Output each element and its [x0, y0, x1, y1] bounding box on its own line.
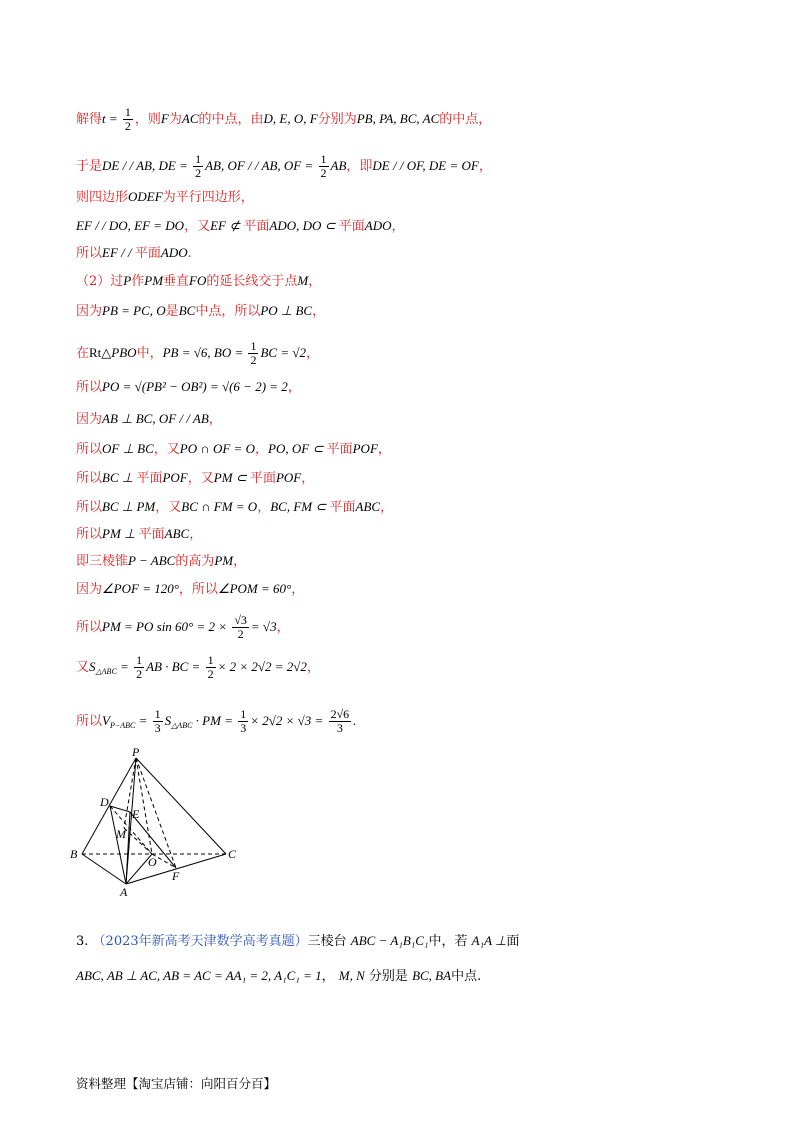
solution-text-run: 中点，所以 — [195, 304, 261, 319]
math-expression: AB — [330, 158, 347, 173]
math-expression: AB · BC = — [146, 659, 204, 674]
math-expression: PO, OF ⊂ — [268, 441, 327, 456]
solution-line — [76, 378, 301, 397]
solution-text-run: 平面 — [136, 471, 163, 486]
math-expression: AC — [181, 111, 199, 126]
solution-text-run: 解得 — [76, 112, 103, 127]
problem3-text: 中点. — [451, 969, 482, 984]
problem3-math: BC, BA — [412, 968, 452, 983]
solution-line — [76, 654, 320, 681]
solution-text-run: 平面 — [329, 500, 356, 515]
label-P: P — [132, 748, 140, 759]
solution-line — [76, 272, 321, 291]
solution-line — [76, 552, 246, 571]
math-expression: M — [297, 273, 309, 288]
solution-text-run: 为平行四边形， — [162, 190, 254, 205]
math-expression: BC, FM ⊂ — [270, 499, 330, 514]
fraction — [319, 153, 329, 180]
solution-text-run: 于是 — [76, 159, 103, 174]
math-expression: BC — [178, 303, 196, 318]
math-expression: PB = √6, BO = — [162, 345, 247, 360]
math-expression: ADO — [160, 245, 188, 260]
solution-text-run: 所以 — [76, 500, 103, 515]
solution-text-run: 所以 — [76, 714, 103, 729]
solution-text-run: 所以 — [76, 442, 103, 457]
fraction-numerator: 1 — [136, 653, 143, 667]
fraction-numerator: 1 — [240, 707, 247, 721]
math-expression: PBO — [111, 345, 137, 360]
solution-text-run: 平面 — [243, 219, 270, 234]
math-expression: DE / / AB, DE = — [102, 158, 192, 173]
math-expression: S — [89, 659, 96, 674]
math-expression: F — [160, 111, 169, 126]
math-expression: PM ⊂ — [213, 470, 250, 485]
solution-text-run: ， — [189, 527, 203, 542]
label-F: F — [172, 869, 180, 883]
solution-text-run: ， — [377, 442, 391, 457]
solution-line — [76, 410, 222, 429]
math-expression: ∠POM = 60° — [217, 581, 292, 596]
solution-text-run: ， — [478, 159, 492, 174]
solution-text-run: . — [187, 246, 192, 261]
footer-text: 资料整理【淘宝店铺：向阳百分百】 — [76, 1076, 277, 1091]
solution-text-run: 所以 — [76, 620, 103, 635]
solution-text-run: ，又 — [155, 500, 182, 515]
solution-text-run: ，又 — [184, 219, 211, 234]
math-expression: ADO — [364, 218, 392, 233]
solution-text-run: 分别为 — [317, 112, 357, 127]
solution-text-run: ， — [233, 554, 247, 569]
solution-text-run: （2）过 — [76, 274, 124, 289]
solution-text-run: 平面 — [134, 246, 161, 261]
solution-line — [76, 440, 391, 459]
solution-line — [76, 469, 314, 488]
solution-text-run: 因为 — [76, 412, 103, 427]
solution-text-run: 的中点，由 — [198, 112, 264, 127]
label-E: E — [132, 807, 140, 821]
problem3-math: A₁A ⊥ — [471, 933, 507, 948]
fraction-denominator: 2 — [237, 627, 244, 641]
solution-text-run: 因为 — [76, 582, 103, 597]
math-subscript: △ABC — [95, 667, 117, 676]
fraction — [153, 708, 163, 735]
solution-text-run: ， — [380, 500, 394, 515]
solution-text-run: 为 — [168, 112, 182, 127]
math-expression: EF / / — [102, 245, 135, 260]
solution-line — [76, 188, 254, 207]
fraction-denominator: 2 — [136, 667, 143, 681]
problem3-math: M, N — [338, 968, 365, 983]
math-expression: · PM = — [192, 713, 237, 728]
fraction-denominator: 3 — [154, 721, 161, 735]
solution-text-run: ， — [208, 412, 222, 427]
math-expression: POF — [352, 441, 378, 456]
solution-text-run: ，又 — [187, 471, 214, 486]
solution-text-run: 平面 — [249, 471, 276, 486]
math-expression: PM — [144, 273, 164, 288]
math-subscript: △ABC — [171, 721, 193, 730]
fraction-denominator: 3 — [336, 721, 343, 735]
solution-text-run: 的高为 — [175, 554, 215, 569]
label-M: M — [116, 827, 126, 841]
math-expression: PO ∩ OF = O — [179, 441, 256, 456]
solution-text-run: 所以 — [76, 527, 103, 542]
label-D: D — [100, 795, 109, 809]
solution-line — [76, 525, 202, 544]
math-expression: EF / / DO, EF = DO — [76, 218, 185, 233]
problem3-text: ， — [321, 969, 335, 984]
solution-text-run: 的中点， — [439, 112, 492, 127]
fraction — [232, 614, 249, 641]
math-expression: ABC — [164, 526, 190, 541]
label-C: C — [228, 847, 237, 861]
fraction-denominator: 2 — [195, 166, 202, 180]
solution-text-run: 的延长线交于点 — [206, 274, 298, 289]
fraction — [193, 153, 203, 180]
fraction — [206, 654, 216, 681]
solution-text-run: ，所以 — [178, 582, 218, 597]
math-expression: P − ABC — [128, 553, 176, 568]
fraction-numerator: 1 — [124, 105, 131, 119]
solution-text-run: 所以 — [76, 246, 103, 261]
pyramid-figure — [70, 748, 250, 898]
fraction — [248, 340, 258, 367]
math-expression: OF ⊥ BC — [102, 441, 154, 456]
problem3-text: 三棱台 — [307, 934, 347, 949]
fraction — [123, 106, 133, 133]
problem3-number: 3. — [76, 934, 89, 949]
solution-text-run: 作 — [131, 274, 145, 289]
math-expression: PB, PA, BC, AC — [356, 111, 440, 126]
solution-text-run: 因为 — [76, 304, 103, 319]
math-expression: P — [123, 273, 132, 288]
solution-text-run: ， — [308, 274, 322, 289]
solution-text-run: 平面 — [338, 219, 365, 234]
solution-text-run: ， — [306, 660, 320, 675]
math-expression: = — [116, 659, 133, 674]
math-expression: ODEF — [128, 189, 163, 204]
solution-line — [76, 106, 491, 133]
math-expression: PO = √(PB² − OB²) = √(6 − 2) = 2 — [102, 379, 288, 394]
solution-text-run: 在 — [76, 346, 90, 361]
fraction — [238, 708, 248, 735]
fraction-numerator: 1 — [320, 152, 327, 166]
fraction-denominator: 2 — [207, 667, 214, 681]
solution-line — [76, 580, 304, 599]
fraction-numerator: 1 — [250, 339, 257, 353]
label-A: A — [120, 885, 128, 898]
solution-text-run: 所以 — [76, 471, 103, 486]
solution-text-run: ， — [255, 442, 269, 457]
math-expression: Rt△ — [89, 345, 112, 360]
solution-line — [76, 302, 325, 321]
solution-line — [76, 614, 290, 641]
math-expression: DE / / OF, DE = OF — [372, 158, 479, 173]
solution-text-run: ， — [257, 500, 271, 515]
math-expression: EF ⊄ — [210, 218, 244, 233]
problem3-math: ABC − A₁B₁C₁ — [350, 933, 429, 948]
solution-text-run: ， — [391, 219, 405, 234]
math-expression: = √3 — [250, 619, 277, 634]
math-expression: POF — [162, 470, 188, 485]
solution-text-run: ，则 — [134, 112, 161, 127]
math-expression: AB ⊥ BC, OF / / AB — [102, 411, 209, 426]
math-expression: BC ⊥ PM — [102, 499, 156, 514]
fraction-denominator: 2 — [250, 353, 257, 367]
math-expression: BC ∩ FM = O — [181, 499, 258, 514]
math-expression: BC = √2 — [260, 345, 307, 360]
solution-text-run: 中， — [136, 346, 163, 361]
solution-text-run: 则四边形 — [76, 190, 129, 205]
math-expression: × 2 × 2√2 = 2√2 — [217, 659, 307, 674]
solution-text-run: 所以 — [76, 380, 103, 395]
solution-text-run: 平面 — [138, 527, 165, 542]
math-expression: ABC — [355, 499, 381, 514]
solution-line — [76, 244, 192, 263]
math-expression: PO ⊥ BC — [260, 303, 313, 318]
solution-text-run: 平面 — [326, 442, 353, 457]
problem3-line2 — [76, 967, 481, 986]
fraction-numerator: 2√6 — [330, 707, 350, 721]
math-subscript: P−ABC — [109, 721, 136, 730]
math-expression: V — [102, 713, 110, 728]
solution-line — [76, 498, 393, 517]
math-expression: × 2√2 × √3 = — [250, 713, 327, 728]
math-expression: BC ⊥ — [102, 470, 137, 485]
math-expression: ∠POF = 120° — [102, 581, 179, 596]
label-B: B — [70, 847, 78, 861]
math-expression: POF — [275, 470, 302, 485]
solution-text-run: ， — [301, 471, 315, 486]
solution-text-run: 即三棱锥 — [76, 554, 129, 569]
solution-line — [76, 217, 405, 236]
fraction-numerator: 1 — [154, 707, 161, 721]
problem3-text: 面 — [506, 934, 520, 949]
math-expression: ADO, DO ⊂ — [269, 218, 339, 233]
math-expression: AB, OF / / AB, OF = — [205, 158, 317, 173]
fraction — [329, 708, 352, 735]
problem3-math: ABC, AB ⊥ AC, AB = AC = AA₁ = 2, A₁C₁ = 1 — [76, 968, 322, 983]
math-expression: PB = PC, O — [102, 303, 166, 318]
solution-text-run: 垂直 — [163, 274, 190, 289]
solution-text-run: ， — [291, 582, 305, 597]
problem3-text: 分别是 — [368, 969, 408, 984]
math-expression: PM = PO sin 60° = 2 × — [102, 619, 231, 634]
math-expression: D, E, O, F — [263, 111, 318, 126]
solution-text-run: 是 — [165, 304, 179, 319]
solution-text-run: ，即 — [346, 159, 373, 174]
solution-text-run: 又 — [76, 660, 90, 675]
math-expression: = — [135, 713, 151, 728]
fraction-denominator: 2 — [320, 166, 327, 180]
math-expression: S — [164, 713, 172, 728]
math-expression: t = — [102, 111, 121, 126]
fraction-denominator: 3 — [240, 721, 247, 735]
problem3-text: 中，若 — [428, 934, 468, 949]
label-O: O — [148, 855, 157, 869]
math-expression: . — [353, 713, 357, 728]
fraction-numerator: 1 — [195, 152, 202, 166]
solution-text-run: ， — [276, 620, 290, 635]
problem3-source: （2023年新高考天津数学高考真题） — [92, 934, 308, 949]
solution-line — [76, 340, 319, 367]
solution-line — [76, 153, 492, 180]
solution-text-run: ， — [287, 380, 301, 395]
solution-text-run: ，又 — [153, 442, 180, 457]
solution-line — [76, 708, 356, 735]
fraction-numerator: 1 — [207, 653, 214, 667]
math-expression: PM ⊥ — [102, 526, 139, 541]
fraction — [134, 654, 144, 681]
fraction-numerator: √3 — [234, 613, 247, 627]
math-expression: PM — [214, 553, 234, 568]
fraction-denominator: 2 — [124, 119, 131, 133]
problem3-line1 — [76, 932, 519, 951]
solution-text-run: ， — [306, 346, 320, 361]
solution-text-run: ， — [312, 304, 326, 319]
math-expression: FO — [189, 273, 207, 288]
